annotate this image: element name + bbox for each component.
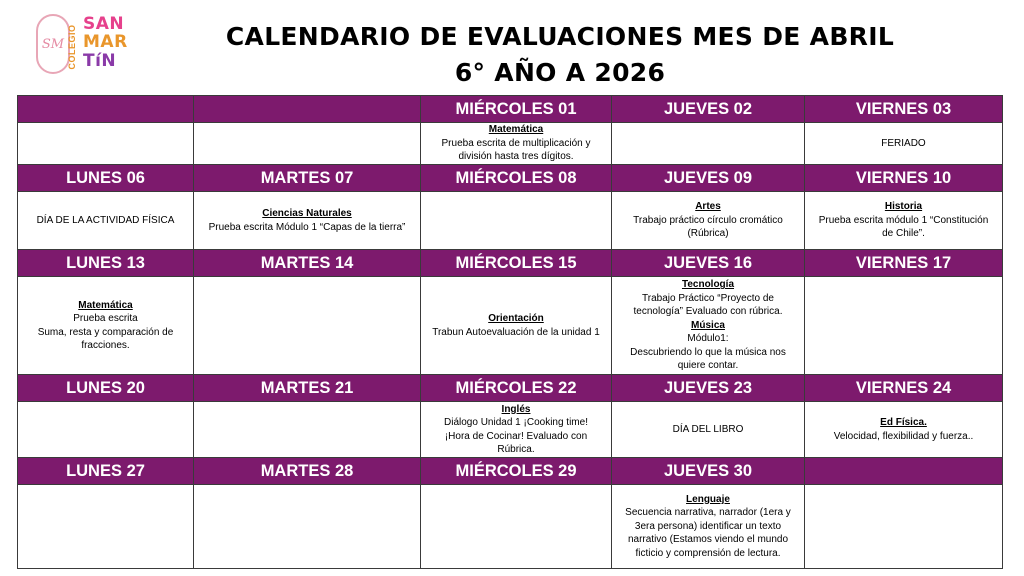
- week-header-row: [18, 458, 1003, 485]
- subject-label: Matemática: [78, 299, 133, 311]
- logo-line-1: SAN: [83, 14, 125, 34]
- subject-label: Orientación: [488, 313, 544, 324]
- day-cell: [194, 402, 421, 458]
- week-content-row: [18, 192, 1003, 250]
- day-cell: [612, 402, 805, 458]
- subject-label: Ed Física.: [880, 417, 927, 428]
- week-content-row: [18, 277, 1003, 375]
- day-cell: [194, 123, 421, 165]
- week-content-row: [18, 485, 1003, 569]
- day-header: JUEVES 30: [612, 458, 805, 485]
- day-cell: [18, 277, 194, 375]
- day-header: JUEVES 09: [612, 165, 805, 192]
- day-header: MIÉRCOLES 08: [421, 165, 612, 192]
- evaluation-text: Trabun Autoevaluación de la unidad 1: [432, 326, 600, 338]
- day-cell: [612, 123, 805, 165]
- day-cell: [194, 192, 421, 250]
- day-header: [805, 458, 1003, 485]
- evaluation-text: DÍA DE LA ACTIVIDAD FÍSICA: [36, 214, 175, 226]
- subject-label: Lenguaje: [686, 493, 730, 505]
- evaluation-text: DÍA DEL LIBRO: [672, 423, 744, 435]
- logo-line-3: TíN: [83, 51, 117, 71]
- day-cell: [805, 485, 1003, 569]
- day-cell: [612, 192, 805, 250]
- day-header: VIERNES 24: [805, 375, 1003, 402]
- evaluation-text: Secuencia narrativa, narrador (1era y 3era persona) identificar un texto narrativo (Estamos viendo el mundo ficticio y comprensión de lectura.: [625, 507, 791, 559]
- page-subtitle: 6° AÑO A 2026: [454, 58, 666, 87]
- day-cell: [421, 123, 612, 165]
- day-header: LUNES 06: [18, 165, 194, 192]
- day-cell: [194, 485, 421, 569]
- week-header-row: [18, 165, 1003, 192]
- school-logo: [36, 14, 146, 76]
- subject-label: Historia: [884, 201, 923, 213]
- day-cell: [805, 277, 1003, 375]
- day-cell: [805, 192, 1003, 250]
- page-title: CALENDARIO DE EVALUACIONES MES DE ABRIL: [225, 22, 895, 51]
- evaluation-text: Prueba escrita Suma, resta y comparación de fracciones.: [37, 313, 174, 351]
- subject-label: Inglés: [501, 403, 531, 415]
- day-cell: [421, 485, 612, 569]
- day-header: MARTES 07: [194, 165, 421, 192]
- evaluation-text: FERIADO: [881, 137, 926, 149]
- day-header: MARTES 14: [194, 250, 421, 277]
- day-header: VIERNES 17: [805, 250, 1003, 277]
- day-cell: [612, 277, 805, 375]
- day-cell: [421, 402, 612, 458]
- logo-colegio-text: COLEGIO: [67, 24, 77, 70]
- day-header: VIERNES 03: [805, 96, 1003, 123]
- subject-label: Matemática: [488, 124, 544, 136]
- day-cell: [805, 402, 1003, 458]
- evaluation-text: Módulo1: Descubriendo lo que la música nos quiere contar.: [630, 333, 786, 372]
- evaluation-text: Prueba escrita módulo 1 “Constitución de Chile”.: [818, 214, 989, 240]
- day-cell: [18, 485, 194, 569]
- week-header-row: [18, 250, 1003, 277]
- day-header: MIÉRCOLES 22: [421, 375, 612, 402]
- week-header-row: [18, 375, 1003, 402]
- day-header: MIÉRCOLES 29: [421, 458, 612, 485]
- day-cell: [18, 192, 194, 250]
- day-header: VIERNES 10: [805, 165, 1003, 192]
- evaluation-text: Diálogo Unidad 1 ¡Cooking time! ¡Hora de Cocinar! Evaluado con Rúbrica.: [444, 417, 588, 455]
- evaluation-text: Velocidad, flexibilidad y fuerza..: [833, 430, 974, 442]
- subject-label: Artes: [695, 201, 721, 213]
- day-header: MARTES 28: [194, 458, 421, 485]
- evaluation-text: Trabajo Práctico “Proyecto de tecnología” Evaluado con rúbrica.: [633, 292, 783, 318]
- day-header: [194, 96, 421, 123]
- day-header: MIÉRCOLES 15: [421, 250, 612, 277]
- day-header: [18, 96, 194, 123]
- day-cell: [18, 123, 194, 165]
- day-header: LUNES 13: [18, 250, 194, 277]
- day-cell: [194, 277, 421, 375]
- day-header: LUNES 27: [18, 458, 194, 485]
- day-header: MARTES 21: [194, 375, 421, 402]
- logo-seal: [36, 14, 70, 74]
- day-cell: [421, 277, 612, 375]
- subject-label: Música: [691, 319, 725, 331]
- week-content-row: [18, 402, 1003, 458]
- day-header: JUEVES 02: [612, 96, 805, 123]
- evaluation-calendar: [17, 95, 1003, 569]
- day-cell: [612, 485, 805, 569]
- day-header: JUEVES 16: [612, 250, 805, 277]
- evaluation-text: Prueba escrita de multiplicación y división hasta tres dígitos.: [441, 137, 591, 163]
- day-cell: [805, 123, 1003, 165]
- week-header-row: [18, 96, 1003, 123]
- evaluation-text: Trabajo práctico círculo cromático (Rúbrica): [633, 214, 783, 240]
- subject-label: Tecnología: [681, 279, 735, 291]
- day-cell: [18, 402, 194, 458]
- logo-monogram: SM: [41, 36, 65, 52]
- day-header: JUEVES 23: [612, 375, 805, 402]
- week-content-row: [18, 123, 1003, 165]
- day-cell: [421, 192, 612, 250]
- subject-label: Ciencias Naturales: [262, 208, 352, 219]
- day-header: LUNES 20: [18, 375, 194, 402]
- day-header: MIÉRCOLES 01: [421, 96, 612, 123]
- logo-line-2: MAR: [83, 32, 128, 52]
- evaluation-text: Prueba escrita Módulo 1 “Capas de la tierra”: [208, 221, 406, 233]
